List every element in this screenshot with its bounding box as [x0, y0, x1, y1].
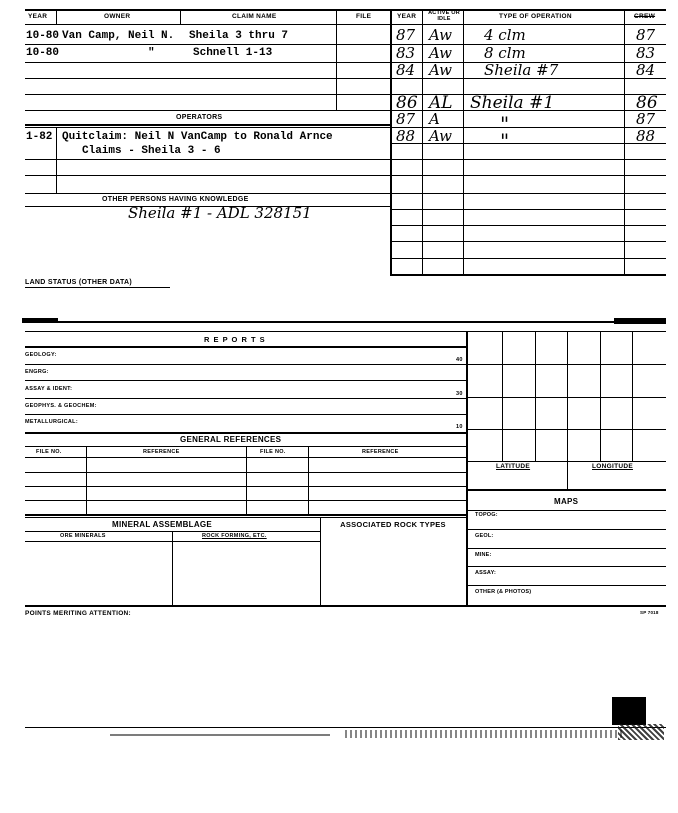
operators-entry-year: 1-82 [26, 131, 53, 143]
report-metallurgical-num: 10 [456, 424, 463, 430]
general-refs-col4: REFERENCE [362, 449, 399, 455]
activity-row-2-operation: 8 clm [484, 44, 526, 62]
owner-row-2-claim: Schnell 1-13 [193, 47, 273, 59]
land-status-underline [25, 287, 170, 288]
mineral-rock-header: ROCK FORMING, ETC. [202, 533, 267, 539]
maps-mine-label: MINE: [475, 552, 492, 558]
latlong-bottom-line [467, 489, 666, 491]
activity-status-header: ACTIVE OR IDLE [428, 10, 460, 22]
registration-mark-noise [618, 724, 664, 740]
mineral-ore-header: ORE MINERALS [60, 533, 106, 539]
file-col-line [336, 24, 337, 110]
grid-row-line [467, 397, 666, 398]
row-line [467, 529, 666, 530]
maps-title: MAPS [554, 497, 579, 506]
other-persons-top-line [25, 193, 390, 194]
scan-artifact-noise [345, 730, 625, 738]
reports-underline [25, 346, 467, 348]
reports-right-border [466, 331, 468, 605]
operators-entry-line1: Quitclaim: Neil N VanCamp to Ronald Arnce [62, 131, 333, 143]
owner-row-2-owner: " [148, 47, 155, 59]
row-line [25, 175, 390, 176]
refs-col-line [86, 446, 87, 514]
refs-col-line [308, 446, 309, 514]
operators-underline-2 [25, 127, 390, 128]
row-line [390, 258, 666, 259]
grid-row-line [467, 461, 666, 462]
activity-bottom-border [390, 274, 666, 276]
grid-col-line [502, 331, 503, 461]
activity-row-5-crew: 87 [636, 110, 656, 128]
col-divider [56, 9, 57, 25]
activity-year-header: YEAR [397, 13, 417, 20]
operators-underline [25, 124, 390, 126]
activity-row-3-year: 84 [396, 61, 416, 79]
activity-row-4-status: AL [429, 93, 453, 113]
activity-row-1-operation: 4 clm [484, 26, 526, 44]
maps-underline [467, 510, 666, 511]
activity-col-line [624, 9, 625, 275]
other-persons-note: Sheila #1 - ADL 328151 [128, 204, 312, 222]
owner-row-1-claim: Sheila 3 thru 7 [189, 30, 289, 42]
row-line [25, 414, 467, 415]
activity-row-6-year: 88 [396, 127, 416, 145]
activity-row-5-operation: " [500, 112, 510, 136]
maps-topog-label: TOPOG: [475, 512, 498, 518]
maps-other-label: OTHER (& PHOTOS) [475, 589, 532, 595]
activity-row-1-crew: 87 [636, 26, 656, 44]
grid-col-line [600, 331, 601, 461]
mineral-top-line [25, 514, 467, 516]
longitude-label: LONGITUDE [592, 463, 633, 470]
row-line [25, 472, 467, 473]
report-assay-label: ASSAY & IDENT: [25, 386, 73, 392]
grid-col-line [567, 331, 568, 489]
row-line [467, 585, 666, 586]
mineral-col-underline [25, 541, 321, 542]
activity-row-4-crew: 86 [636, 93, 658, 113]
operators-title: OPERATORS [176, 114, 223, 121]
activity-row-1-status: Aw [429, 26, 452, 44]
activity-crew-header: CREW [634, 13, 656, 20]
scan-mark-left [22, 318, 58, 323]
row-line [390, 241, 666, 242]
row-line [390, 159, 666, 160]
mineral-bottom-line [25, 605, 666, 607]
row-line [25, 486, 467, 487]
activity-row-4-operation: Sheila #1 [470, 93, 555, 113]
col-year-header: YEAR [28, 13, 48, 20]
activity-row-3-crew: 84 [636, 61, 656, 79]
activity-left-border [390, 9, 392, 275]
maps-geol-label: GEOL: [475, 533, 494, 539]
activity-row-3-status: Aw [429, 61, 452, 79]
row-line [390, 175, 666, 176]
refs-col-line [246, 446, 247, 514]
owner-row-1-year: 10-80 [26, 30, 60, 42]
registration-mark [612, 697, 646, 725]
maps-assay-label: ASSAY: [475, 570, 497, 576]
activity-row-6-status: Aw [429, 127, 452, 145]
activity-row-2-year: 83 [396, 44, 416, 62]
mineral-assoc-title: ASSOCIATED ROCK TYPES [340, 520, 446, 529]
row-line [25, 380, 467, 381]
operators-top-line [25, 110, 390, 111]
scan-artifact-line [25, 727, 666, 728]
mineral-top-line-2 [25, 517, 467, 518]
general-refs-col2: REFERENCE [143, 449, 180, 455]
scan-mark-right [614, 318, 666, 324]
general-refs-title: GENERAL REFERENCES [180, 435, 282, 444]
report-geology-num: 40 [456, 357, 463, 363]
report-engrg-label: ENGRG: [25, 369, 49, 375]
activity-row-3-operation: Sheila #7 [484, 61, 559, 79]
activity-row-2-status: Aw [429, 44, 452, 62]
report-geology-label: GEOLOGY: [25, 352, 57, 358]
mineral-underline [25, 531, 321, 532]
operators-entry-line2: Claims - Sheila 3 - 6 [82, 145, 221, 157]
grid-col-line [632, 331, 633, 461]
activity-col-line [422, 9, 423, 275]
col-file-header: FILE [356, 13, 372, 20]
report-assay-num: 30 [456, 391, 463, 397]
row-line [390, 209, 666, 210]
row-line [390, 193, 666, 194]
land-status-label: LAND STATUS (OTHER DATA) [25, 279, 133, 286]
activity-row-2-crew: 83 [636, 44, 656, 62]
row-line [25, 364, 467, 365]
scan-artifact-smudge [110, 734, 330, 736]
owner-row-1-owner: Van Camp, Neil N. [62, 30, 175, 42]
form-number: SP 7018 [640, 610, 659, 615]
report-metallurgical-label: METALLURGICAL: [25, 419, 78, 425]
activity-col-line [463, 9, 464, 275]
activity-row-6-operation: " [500, 129, 510, 153]
activity-row-1-year: 87 [396, 26, 416, 44]
row-line [25, 500, 467, 501]
grid-row-line [467, 429, 666, 430]
mineral-col-line [172, 531, 173, 605]
row-line [467, 548, 666, 549]
latitude-label: LATITUDE [496, 463, 531, 470]
col-claim-name-header: CLAIM NAME [232, 13, 277, 20]
mineral-title: MINERAL ASSEMBLAGE [112, 520, 213, 529]
owner-row-2-year: 10-80 [26, 47, 60, 59]
grid-row-line [467, 364, 666, 365]
activity-row-4-year: 86 [396, 93, 418, 113]
general-refs-col3: FILE NO. [260, 449, 286, 455]
row-line [390, 225, 666, 226]
activity-type-header: TYPE OF OPERATION [499, 13, 572, 20]
other-persons-title: OTHER PERSONS HAVING KNOWLEDGE [102, 196, 249, 203]
activity-row-5-year: 87 [396, 110, 416, 128]
col-divider [336, 9, 337, 25]
activity-row-6-crew: 88 [636, 127, 656, 145]
general-refs-top-line [25, 432, 467, 434]
col-owner-header: OWNER [104, 13, 131, 20]
row-line [25, 159, 390, 160]
points-meriting-attention-label: POINTS MERITING ATTENTION: [25, 610, 132, 617]
report-geophys-label: GEOPHYS. & GEOCHEM: [25, 403, 97, 409]
row-line [467, 566, 666, 567]
reports-top-line [25, 331, 666, 332]
col-divider [180, 9, 181, 25]
general-refs-col1: FILE NO. [36, 449, 62, 455]
section-separator [25, 321, 666, 323]
activity-row-5-status: A [429, 110, 440, 128]
grid-col-line [535, 331, 536, 461]
row-line [25, 398, 467, 399]
operators-year-divider [56, 127, 57, 193]
reports-title: R E P O R T S [204, 335, 266, 344]
